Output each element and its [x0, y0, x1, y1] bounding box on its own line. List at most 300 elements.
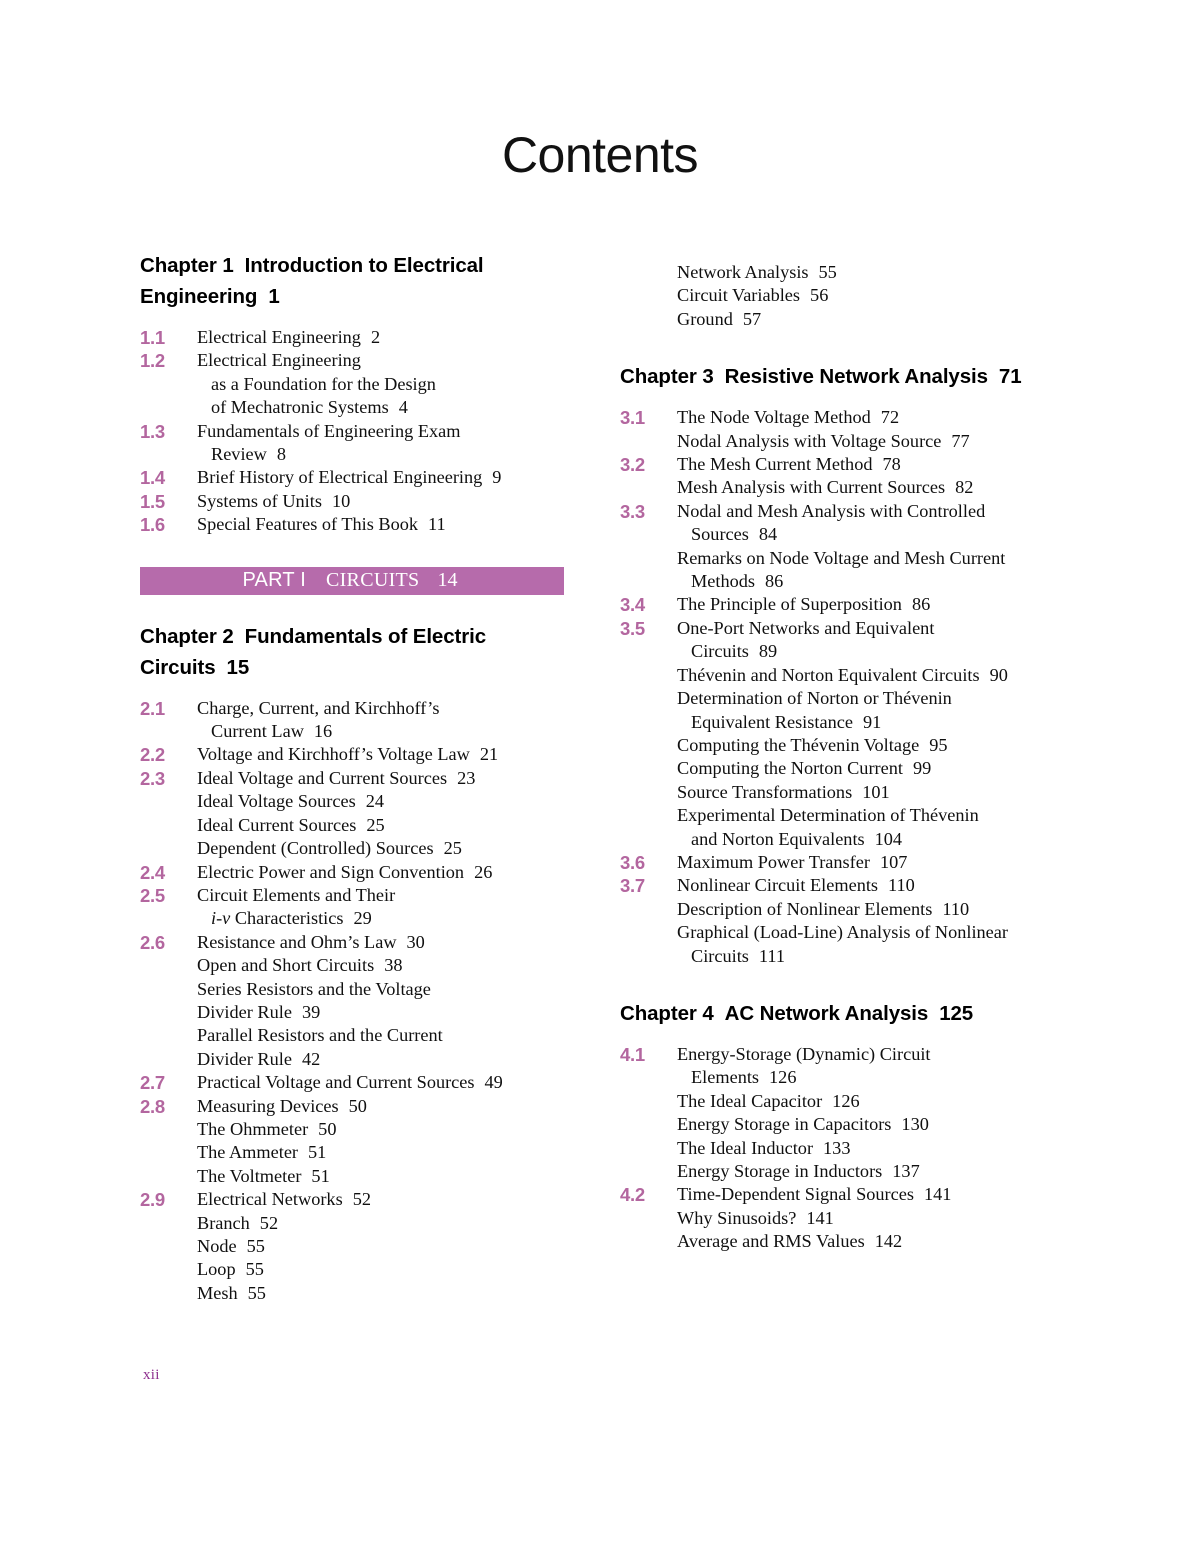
- entry-title: Ideal Voltage Sources: [197, 791, 356, 812]
- entry-title: Description of Nonlinear Elements: [677, 898, 933, 919]
- entry-text: [677, 500, 1064, 547]
- toc-subsection-entry[interactable]: [140, 1235, 564, 1258]
- entry-text: [197, 1212, 564, 1235]
- section-number: 1.2: [140, 350, 165, 372]
- entry-text: [677, 781, 1064, 804]
- chapter-heading[interactable]: [140, 250, 564, 312]
- entry-page-number: 77: [951, 430, 970, 451]
- entry-text: [197, 1071, 564, 1094]
- entry-page-number: 9: [492, 467, 502, 488]
- entry-title: Maximum Power Transfer: [677, 851, 870, 872]
- toc-subsection-entry[interactable]: [620, 804, 1064, 851]
- entry-page-number: 107: [879, 851, 908, 872]
- entry-page-number: 10: [331, 490, 351, 511]
- entry-text: [197, 1235, 564, 1258]
- entry-continuation-text: i-v Characteristics: [211, 908, 344, 929]
- entry-continuation-text: Circuits: [691, 641, 749, 662]
- entry-continuation-line: [197, 396, 564, 419]
- toc-section-entry[interactable]: [620, 500, 1064, 547]
- entry-page-number: 25: [443, 838, 462, 859]
- entry-text: [677, 757, 1064, 780]
- entry-title: Nodal and Mesh Analysis with Controlled: [677, 500, 986, 521]
- entry-text: [677, 687, 1064, 734]
- entry-page-number: 55: [247, 1282, 266, 1303]
- entry-continuation-page-number: 29: [353, 908, 372, 929]
- entry-title: Divider Rule: [197, 1001, 292, 1022]
- entry-continuation-line: [677, 711, 1064, 734]
- entry-title: Time-Dependent Signal Sources: [677, 1184, 914, 1205]
- entry-page-number: 55: [246, 1236, 265, 1256]
- toc-subsection-entry[interactable]: [620, 1090, 1064, 1113]
- entry-page-number: 11: [428, 514, 446, 535]
- entry-text: [677, 284, 1064, 307]
- toc-subsection-entry[interactable]: [620, 308, 1064, 331]
- chapter-title: Fundamentals of Electric Circuits: [140, 624, 487, 679]
- toc-section-entry[interactable]: [140, 697, 564, 744]
- entry-page-number: 137: [892, 1161, 920, 1181]
- toc-section-entry[interactable]: [140, 466, 564, 489]
- toc-subsection-entry[interactable]: [140, 1282, 564, 1305]
- entry-title: Computing the Norton Current: [677, 758, 903, 779]
- entry-page-number: 50: [318, 1118, 337, 1139]
- entry-continuation-line: [677, 523, 1064, 546]
- entry-title: Loop: [197, 1259, 236, 1280]
- entry-text: [197, 1095, 564, 1118]
- entry-page-number: 51: [308, 1142, 327, 1163]
- section-number: 2.5: [140, 884, 165, 906]
- entry-page-number: 55: [245, 1259, 264, 1280]
- entry-title: Nodal Analysis with Voltage Source: [677, 430, 942, 451]
- toc-section-entry[interactable]: [140, 490, 564, 513]
- entry-text: [677, 476, 1064, 499]
- entry-title: Electrical Engineering: [197, 327, 361, 347]
- toc-section-entry[interactable]: [140, 767, 564, 790]
- entry-title: Brief History of Electrical Engineering: [197, 467, 483, 488]
- section-number: 3.7: [620, 875, 645, 897]
- entry-page-number: 39: [301, 1001, 321, 1022]
- entry-title: Ground: [677, 308, 733, 329]
- entry-text: [197, 1141, 564, 1164]
- section-number: 2.3: [140, 767, 165, 789]
- entry-title: Parallel Resistors and the Current: [197, 1025, 443, 1046]
- entry-title: Dependent (Controlled) Sources: [197, 838, 434, 859]
- entry-page-number: 133: [823, 1137, 851, 1158]
- entry-text: [677, 617, 1064, 664]
- toc-subsection-entry[interactable]: [620, 781, 1064, 804]
- entry-text: [677, 1090, 1064, 1113]
- entry-page-number: 126: [832, 1090, 860, 1111]
- entry-continuation-text: as a Foundation for the Design: [211, 373, 436, 394]
- entry-text: [197, 420, 564, 467]
- toc-subsection-entry[interactable]: [140, 1024, 564, 1047]
- toc-section-entry[interactable]: [140, 1188, 564, 1211]
- entry-title: The Voltmeter: [197, 1165, 302, 1186]
- entry-continuation-text: Elements: [691, 1067, 760, 1088]
- chapter-page-number: 71: [998, 365, 1022, 389]
- section-number: 1.3: [140, 420, 165, 442]
- entry-text: [677, 1137, 1064, 1160]
- entry-page-number: 30: [406, 931, 425, 952]
- chapter-page-number: 1: [268, 285, 280, 308]
- entry-page-number: 110: [888, 875, 915, 896]
- entry-page-number: 23: [457, 767, 476, 788]
- entry-continuation-text: Circuits: [691, 945, 749, 966]
- entry-continuation-page-number: 111: [758, 945, 785, 966]
- entry-continuation-line: [677, 1066, 1064, 1089]
- entry-text: [677, 1207, 1064, 1230]
- entry-continuation-line: [677, 640, 1064, 663]
- entry-page-number: 25: [366, 814, 385, 835]
- entry-continuation-page-number: 86: [764, 571, 784, 592]
- entry-text: [197, 1188, 564, 1211]
- entry-title: Computing the Thévenin Voltage: [677, 734, 920, 755]
- entry-continuation-text: Current Law: [211, 721, 304, 742]
- entry-text: [197, 1024, 564, 1047]
- toc-subsection-entry[interactable]: [140, 1118, 564, 1141]
- entry-text: [197, 978, 564, 1001]
- toc-subsection-entry[interactable]: [140, 1165, 564, 1188]
- entry-title: Electrical Networks: [197, 1189, 343, 1210]
- toc-subsection-entry[interactable]: [620, 1207, 1064, 1230]
- entry-title: Nonlinear Circuit Elements: [677, 875, 879, 896]
- entry-page-number: 95: [929, 734, 948, 755]
- entry-page-number: 99: [912, 758, 932, 779]
- entry-page-number: 57: [742, 308, 762, 329]
- section-number: 4.1: [620, 1043, 645, 1065]
- entry-title: The Mesh Current Method: [677, 454, 873, 475]
- toc-subsection-entry[interactable]: [620, 687, 1064, 734]
- toc-subsection-entry[interactable]: [140, 1258, 564, 1281]
- section-number: 2.8: [140, 1095, 165, 1117]
- entry-page-number: 86: [911, 594, 931, 615]
- toc-section-entry[interactable]: [620, 453, 1064, 476]
- entry-continuation-text: Review: [211, 444, 267, 465]
- entry-continuation-page-number: 16: [313, 721, 333, 742]
- entry-text: [677, 308, 1064, 331]
- entry-continuation-page-number: 126: [769, 1067, 797, 1088]
- entry-title: The Principle of Superposition: [677, 594, 902, 615]
- toc-entry-group: [620, 1043, 1064, 1254]
- entry-title: Resistance and Ohm’s Law: [197, 931, 397, 952]
- section-number: 3.3: [620, 500, 645, 522]
- entry-title: Determination of Norton or Thévenin: [677, 688, 952, 709]
- entry-text: [197, 743, 564, 766]
- entry-text: [197, 861, 564, 884]
- entry-title: Practical Voltage and Current Sources: [197, 1072, 475, 1093]
- toc-entry-group: [620, 406, 1064, 968]
- toc-entry-group: [140, 697, 564, 1306]
- entry-page-number: 141: [923, 1184, 952, 1205]
- entry-title: Ideal Current Sources: [197, 814, 357, 835]
- entry-text: [677, 851, 1064, 874]
- section-number: 1.5: [140, 490, 165, 512]
- toc-subsection-entry[interactable]: [140, 978, 564, 1001]
- entry-title: Mesh: [197, 1282, 238, 1303]
- toc-columns: [140, 250, 1064, 1305]
- entry-title: The Ammeter: [197, 1142, 299, 1163]
- entry-page-number: 141: [806, 1207, 834, 1228]
- entry-page-number: 51: [311, 1165, 330, 1186]
- chapter-page-number: 125: [939, 1001, 974, 1025]
- toc-section-entry[interactable]: [140, 349, 564, 419]
- chapter-title: AC Network Analysis: [724, 1001, 929, 1025]
- entry-title: Energy Storage in Capacitors: [677, 1114, 892, 1135]
- toc-subsection-entry[interactable]: [620, 430, 1064, 453]
- entry-page-number: 52: [352, 1189, 371, 1210]
- entry-page-number: 26: [474, 861, 493, 882]
- toc-subsection-entry[interactable]: [620, 1230, 1064, 1253]
- entry-title: Average and RMS Values: [677, 1231, 865, 1252]
- entry-title: One-Port Networks and Equivalent: [677, 617, 935, 638]
- entry-text: [197, 1165, 564, 1188]
- toc-subsection-entry[interactable]: [620, 284, 1064, 307]
- entry-title: Graphical (Load-Line) Analysis of Nonlinear: [677, 922, 1008, 943]
- entry-title: Source Transformations: [677, 781, 853, 802]
- toc-column-right: [620, 250, 1064, 1305]
- entry-continuation-line: [677, 945, 1064, 968]
- chapter-label: Chapter 3: [620, 365, 714, 389]
- entry-text: [677, 406, 1064, 429]
- part-banner[interactable]: [140, 567, 564, 595]
- toc-section-entry[interactable]: [140, 1095, 564, 1118]
- entry-text: [197, 931, 564, 954]
- entry-text: [197, 954, 564, 977]
- entry-title: Network Analysis: [677, 262, 809, 282]
- entry-page-number: 24: [365, 791, 385, 812]
- entry-title: Circuit Elements and Their: [197, 884, 396, 905]
- entry-text: [197, 1282, 564, 1305]
- toc-subsection-entry[interactable]: [620, 547, 1064, 594]
- toc-subsection-entry[interactable]: [620, 757, 1064, 780]
- entry-title: Special Features of This Book: [197, 514, 419, 535]
- entry-text: [197, 767, 564, 790]
- entry-page-number: 38: [384, 955, 403, 976]
- entry-text: [677, 1183, 1064, 1206]
- entry-text: [197, 513, 564, 536]
- entry-title: Measuring Devices: [197, 1095, 339, 1116]
- entry-text: [677, 921, 1064, 968]
- section-number: 2.9: [140, 1189, 165, 1211]
- toc-section-entry[interactable]: [620, 1043, 1064, 1090]
- toc-section-entry[interactable]: [620, 874, 1064, 897]
- toc-subsection-entry[interactable]: [620, 734, 1064, 757]
- page-folio: xii: [143, 1367, 160, 1383]
- entry-continuation-line: [197, 720, 564, 743]
- entry-text: [197, 1048, 564, 1071]
- toc-subsection-entry[interactable]: [140, 1212, 564, 1235]
- entry-continuation-page-number: 104: [874, 828, 903, 849]
- toc-section-entry[interactable]: [620, 851, 1064, 874]
- entry-title: Open and Short Circuits: [197, 955, 375, 976]
- entry-title: Voltage and Kirchhoff’s Voltage Law: [197, 744, 470, 765]
- spacer: [620, 331, 1064, 361]
- entry-text: [677, 593, 1064, 616]
- toc-subsection-entry[interactable]: [140, 837, 564, 860]
- part-title: CIRCUITS: [325, 569, 420, 592]
- entry-title: Branch: [197, 1212, 250, 1233]
- section-number: 3.4: [620, 594, 645, 616]
- entry-text: [197, 790, 564, 813]
- part-page-number: 14: [437, 569, 458, 592]
- entry-continuation-line: [197, 373, 564, 396]
- section-number: 2.6: [140, 931, 165, 953]
- toc-column-left: [140, 250, 564, 1305]
- entry-text: [677, 430, 1064, 453]
- entry-text: [677, 734, 1064, 757]
- entry-text: [677, 453, 1064, 476]
- entry-page-number: 50: [348, 1095, 367, 1116]
- entry-page-number: 42: [301, 1048, 321, 1069]
- toc-section-entry[interactable]: [620, 406, 1064, 429]
- entry-title: Charge, Current, and Kirchhoff’s: [197, 697, 440, 718]
- entry-text: [197, 837, 564, 860]
- entry-continuation-text: of Mechatronic Systems: [211, 397, 389, 418]
- entry-text: [197, 814, 564, 837]
- entry-title: Divider Rule: [197, 1048, 292, 1069]
- section-number: 2.2: [140, 744, 165, 766]
- section-number: 4.2: [620, 1184, 645, 1206]
- entry-page-number: 142: [874, 1231, 903, 1252]
- toc-subsection-entry[interactable]: [140, 790, 564, 813]
- entry-text: [197, 697, 564, 744]
- chapter-heading[interactable]: [620, 998, 1064, 1029]
- entry-page-number: 72: [880, 407, 900, 428]
- entry-title: Electrical Engineering: [197, 350, 361, 371]
- entry-title: Thévenin and Norton Equivalent Circuits: [677, 664, 980, 685]
- toc-subsection-entry[interactable]: [140, 1001, 564, 1024]
- section-number: 3.6: [620, 851, 645, 873]
- toc-subsection-entry[interactable]: [140, 814, 564, 837]
- entry-title: Ideal Voltage and Current Sources: [197, 767, 448, 788]
- chapter-heading[interactable]: [620, 361, 1064, 392]
- entry-continuation-page-number: 8: [276, 444, 286, 465]
- toc-subsection-entry[interactable]: [620, 921, 1064, 968]
- chapter-heading[interactable]: [140, 621, 564, 683]
- entry-title: Series Resistors and the Voltage: [197, 978, 431, 999]
- section-number: 1.4: [140, 467, 165, 489]
- entry-continuation-text: and Norton Equivalents: [691, 828, 865, 849]
- toc-section-entry[interactable]: [140, 326, 564, 349]
- entry-text: [677, 898, 1064, 921]
- entry-text: [677, 874, 1064, 897]
- entry-title: The Ideal Capacitor: [677, 1090, 823, 1111]
- chapter-title: Introduction to Electrical Engineering: [140, 254, 484, 308]
- entry-text: [677, 804, 1064, 851]
- entry-title: Energy Storage in Inductors: [677, 1161, 883, 1181]
- section-number: 3.1: [620, 407, 645, 429]
- entry-text: [197, 466, 564, 489]
- entry-page-number: 110: [942, 898, 970, 919]
- toc-subsection-entry[interactable]: [620, 1160, 1064, 1183]
- toc-subsection-entry[interactable]: [140, 1048, 564, 1071]
- toc-section-entry[interactable]: [620, 1183, 1064, 1206]
- toc-subsection-entry[interactable]: [140, 1141, 564, 1164]
- toc-subsection-entry[interactable]: [620, 1137, 1064, 1160]
- page-title: Contents: [501, 127, 699, 183]
- toc-section-entry[interactable]: [140, 1071, 564, 1094]
- entry-page-number: 21: [479, 744, 499, 765]
- chapter-label: Chapter 1: [140, 254, 234, 277]
- toc-section-entry[interactable]: [140, 743, 564, 766]
- entry-continuation-text: Equivalent Resistance: [691, 711, 853, 732]
- section-number: 1.6: [140, 514, 165, 536]
- entry-text: [677, 1043, 1064, 1090]
- entry-continuation-line: [677, 570, 1064, 593]
- entry-page-number: 2: [370, 327, 381, 347]
- entry-text: [197, 884, 564, 931]
- entry-title: The Node Voltage Method: [677, 407, 871, 428]
- entry-title: Systems of Units: [197, 490, 322, 511]
- toc-subsection-entry[interactable]: [620, 898, 1064, 921]
- entry-title: Remarks on Node Voltage and Mesh Current: [677, 547, 1006, 568]
- entry-text: [677, 1230, 1064, 1253]
- entry-continuation-text: Methods: [691, 571, 755, 592]
- entry-page-number: 101: [862, 781, 890, 802]
- entry-continuation-page-number: 89: [758, 641, 778, 662]
- entry-continuation-page-number: 84: [758, 524, 778, 545]
- toc-section-entry[interactable]: [140, 513, 564, 536]
- entry-page-number: 52: [259, 1212, 279, 1233]
- toc-section-entry[interactable]: [620, 617, 1064, 664]
- entry-text: [197, 1258, 564, 1281]
- entry-page-number: 90: [989, 664, 1008, 685]
- entry-page-number: 82: [955, 477, 974, 498]
- section-number: 2.1: [140, 697, 165, 719]
- section-number: 2.4: [140, 861, 165, 883]
- entry-title: Electric Power and Sign Convention: [197, 861, 465, 882]
- entry-text: [677, 261, 1064, 284]
- entry-text: [677, 1160, 1064, 1183]
- entry-title: Energy-Storage (Dynamic) Circuit: [677, 1043, 931, 1064]
- entry-page-number: 130: [901, 1114, 929, 1135]
- chapter-page-number: 15: [226, 655, 250, 679]
- entry-title: Mesh Analysis with Current Sources: [677, 477, 946, 498]
- toc-section-entry[interactable]: [140, 884, 564, 931]
- toc-entry-group: [140, 326, 564, 537]
- entry-continuation-line: [197, 907, 564, 930]
- toc-section-entry[interactable]: [620, 593, 1064, 616]
- section-number: 1.1: [140, 327, 165, 348]
- entry-text: [197, 1118, 564, 1141]
- toc-section-entry[interactable]: [140, 931, 564, 954]
- part-label: PART I: [242, 569, 306, 592]
- entry-page-number: 55: [818, 262, 837, 282]
- toc-subsection-entry[interactable]: [620, 261, 1064, 284]
- entry-title: Experimental Determination of Thévenin: [677, 805, 979, 826]
- spacer: [620, 968, 1064, 998]
- chapter-label: Chapter 2: [140, 624, 234, 648]
- entry-text: [677, 664, 1064, 687]
- toc-subsection-entry[interactable]: [620, 476, 1064, 499]
- toc-subsection-entry[interactable]: [620, 664, 1064, 687]
- entry-text: [197, 1001, 564, 1024]
- entry-text: [197, 490, 564, 513]
- toc-section-entry[interactable]: [140, 420, 564, 467]
- entry-title: The Ohmmeter: [197, 1118, 309, 1139]
- chapter-title: Resistive Network Analysis: [724, 365, 988, 389]
- toc-subsection-entry[interactable]: [140, 954, 564, 977]
- entry-text: [677, 1113, 1064, 1136]
- section-number: 3.5: [620, 617, 645, 639]
- toc-subsection-entry[interactable]: [620, 1113, 1064, 1136]
- entry-continuation-text: Sources: [691, 524, 749, 545]
- toc-entry-group: [620, 261, 1064, 331]
- entry-continuation-page-number: 4: [398, 397, 408, 418]
- entry-text: [197, 349, 564, 419]
- section-number: 2.7: [140, 1072, 165, 1094]
- toc-section-entry[interactable]: [140, 861, 564, 884]
- entry-continuation-line: [677, 828, 1064, 851]
